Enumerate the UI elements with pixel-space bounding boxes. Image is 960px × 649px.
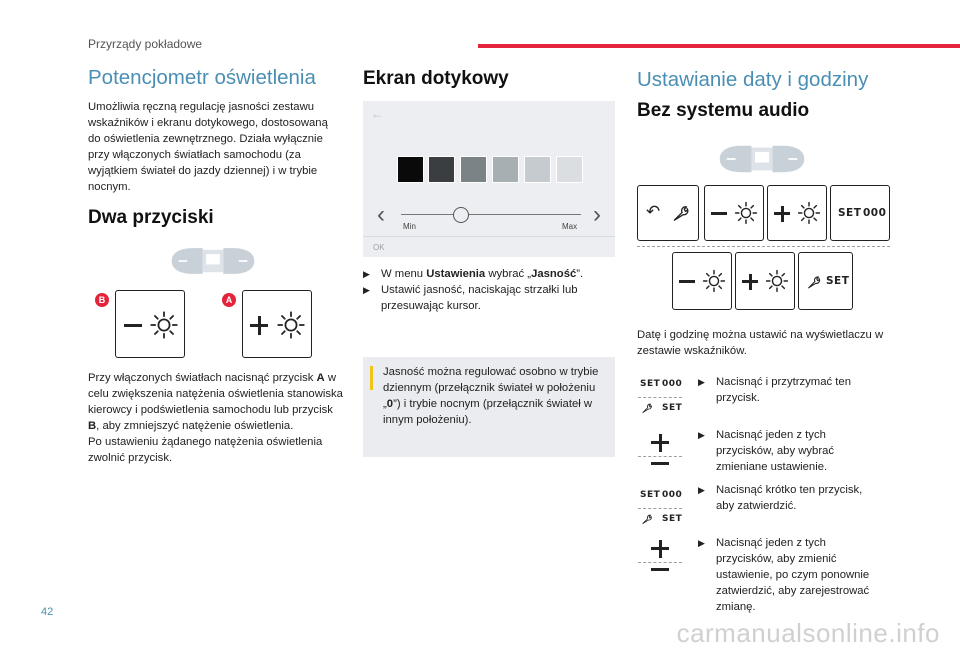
sun-icon — [733, 200, 759, 226]
plus-sun-button[interactable] — [735, 252, 795, 310]
ok-button[interactable]: OK — [373, 243, 385, 252]
minus-icon — [679, 280, 695, 283]
two-buttons-heading: Dwa przyciski — [88, 207, 214, 228]
wrench-icon — [805, 273, 823, 291]
date-time-intro: Datę i godzinę można ustawić na wyświetlaczu w zestawie wskaźników. — [637, 329, 884, 357]
brightness-swatch[interactable] — [428, 156, 455, 183]
set-label: SET — [838, 207, 862, 219]
wrench-set-button[interactable] — [798, 252, 853, 310]
plus-minus-icon — [646, 432, 680, 472]
bullet-icon: ▶ — [698, 430, 705, 440]
minus-icon — [711, 212, 727, 215]
brightness-swatch[interactable] — [492, 156, 519, 183]
list-item: ▶ Nacisnąć jeden z tych przycisków, aby zmienić ustawienie, po czym ponownie zatwierdzić, aby zarejestrować zmianę. — [698, 537, 870, 613]
touchscreen-mockup — [363, 101, 615, 257]
info-note — [363, 357, 615, 457]
wrench-icon — [640, 401, 654, 415]
bullet-icon: ▶ — [698, 538, 705, 548]
brightness-swatch[interactable] — [460, 156, 487, 183]
label-b: B — [95, 293, 109, 307]
brightness-title: Potencjometr oświetlenia — [88, 66, 316, 89]
list-item: ▶ Nacisnąć krótko ten przycisk, aby zatwierdzić. — [698, 484, 863, 512]
divider — [637, 246, 890, 247]
page-number: 42 — [41, 606, 54, 618]
sun-icon — [796, 200, 822, 226]
brightness-intro: Umożliwia ręczną regulację jasności zestawu wskaźników i ekranu dotykowego, dostosowaną do oświetlenia zewnętrznego. Działa wyłącznie przy włączonych światłach samochodu (za wyjątkiem świateł do jazdy dziennej) i w trybie nocnym. — [88, 101, 328, 193]
arrow-right-icon[interactable]: › — [593, 201, 601, 228]
slider-min-label: Min — [403, 222, 416, 231]
brighten-button-a[interactable] — [242, 290, 312, 358]
minus-sun-button[interactable] — [704, 185, 764, 241]
brightness-swatch[interactable] — [556, 156, 583, 183]
plus-minus-icon — [646, 538, 680, 578]
buttons-instructions: Przy włączonych światłach nacisnąć przycisk A w celu zwiększenia natężenia oświetlenia stanowiska kierowcy i podświetlenia samochodu lub przycisk B, aby zmniejszyć natężenie oświetlenia. Po ustawieniu żądanego natężenia oświetlenia zwolnić przycisk. — [88, 372, 343, 464]
no-audio-heading: Bez systemu audio — [637, 100, 810, 121]
info-note-text: Jasność można regulować osobno w trybie dziennym (przełącznik świateł w położeniu „0”) i trybie nocnym (przełącznik świateł w innym położeniu). — [383, 366, 599, 426]
header-accent-bar — [478, 44, 960, 48]
brightness-slider-track[interactable] — [401, 214, 581, 215]
wrench-icon — [670, 202, 692, 224]
plus-sun-button[interactable] — [767, 185, 827, 241]
wrench-icon — [640, 512, 654, 526]
minus-icon — [124, 324, 142, 327]
slider-max-label: Max — [562, 222, 578, 231]
date-time-title: Ustawianie daty i godziny — [637, 68, 869, 91]
dim-button-b[interactable] — [115, 290, 185, 358]
section-header: Przyrządy pokładowe — [88, 37, 203, 51]
list-item: ▶ Ustawić jasność, naciskając strzałki lub przesuwając kursor. — [363, 284, 578, 312]
bullet-icon: ▶ — [363, 285, 370, 295]
bullet-icon: ▶ — [363, 269, 370, 279]
return-arrow-icon: ↶ — [646, 202, 661, 221]
minus-icon — [651, 462, 669, 465]
watermark: carmanualsonline.info — [676, 618, 940, 648]
sun-icon — [148, 309, 180, 341]
brightness-swatch[interactable] — [397, 156, 424, 183]
sun-icon — [275, 309, 307, 341]
zeros-label: 000 — [863, 207, 887, 219]
arrow-left-icon[interactable]: ‹ — [377, 201, 385, 228]
set-000-icon: SET 000 SET — [640, 379, 683, 413]
brightness-swatch[interactable] — [524, 156, 551, 183]
info-bar-icon — [370, 366, 373, 390]
minus-sun-button[interactable] — [672, 252, 732, 310]
bullet-icon: ▶ — [698, 485, 705, 495]
list-item: ▶ Nacisnąć i przytrzymać ten przycisk. — [698, 376, 851, 404]
bullet-icon: ▶ — [698, 377, 705, 387]
list-item: ▶ W menu Ustawienia wybrać „Jasność”. — [363, 268, 584, 280]
minus-icon — [651, 568, 669, 571]
sun-icon — [764, 268, 790, 294]
touchscreen-steps — [363, 266, 615, 314]
back-arrow-icon[interactable]: ← — [371, 107, 383, 121]
back-wrench-button[interactable] — [637, 185, 699, 241]
brightness-slider-handle[interactable] — [453, 207, 469, 223]
touchscreen-heading: Ekran dotykowy — [363, 68, 509, 89]
set-label: SET — [826, 275, 850, 287]
sun-icon — [701, 268, 727, 294]
label-a: A — [222, 293, 236, 307]
set-000-button[interactable] — [830, 185, 890, 241]
instrument-cluster-icon — [718, 141, 806, 177]
list-item: ▶ Nacisnąć jeden z tych przycisków, aby wybrać zmieniane ustawienie. — [698, 429, 835, 473]
set-000-icon: SET 000 SET — [640, 490, 683, 524]
instrument-cluster-icon — [170, 243, 256, 279]
